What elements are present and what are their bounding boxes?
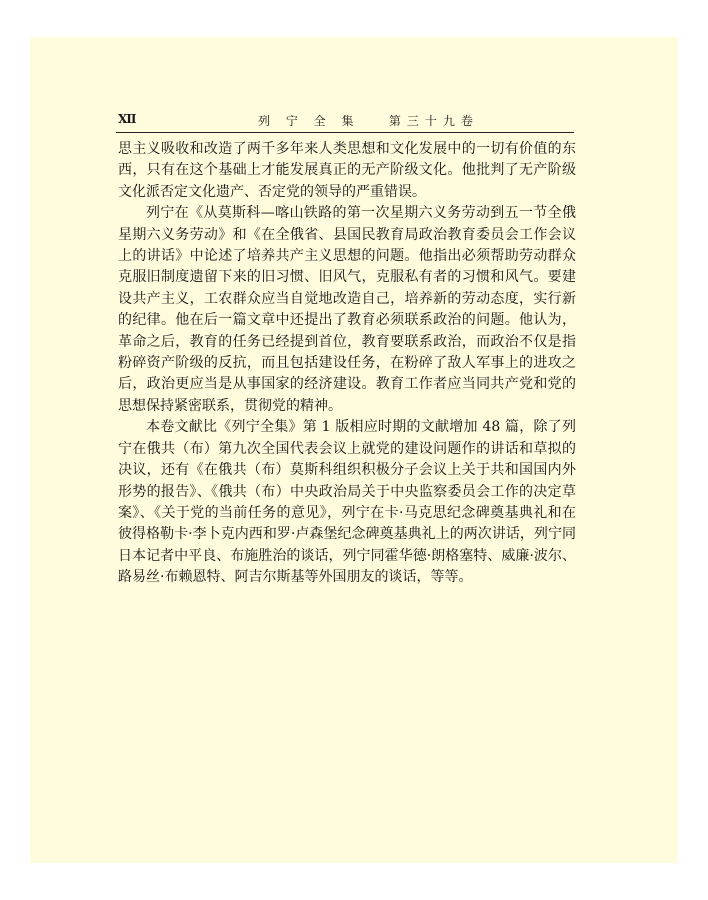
book-title: 列 宁 全 集 第三十九卷 <box>258 114 479 128</box>
header-rule <box>116 132 574 133</box>
body-text <box>118 139 576 589</box>
paragraph: 列宁在《从莫斯科—喀山铁路的第一次星期六义务劳动到五一节全俄星期六义务劳动》和《在全俄省、县国民教育局政治教育委员会工作会议上的讲话》中论述了培养共产主义思想的问题。他指出必须帮助劳动群众克服旧制度遗留下来的旧习惯、旧风气，克服私有者的习惯和风气。要建设共产主义，工农群众应当自觉地改造自己，培养新的劳动态度，实行新的纪律。他在后一篇文章中还提出了教育必须联系政治的问题。他认为，革命之后，教育的任务已经提到首位，教育要联系政治，而政治不仅是指粉碎资产阶级的反抗，而且包括建设任务，在粉碎了敌人军事上的进攻之后，政治更应当是从事国家的经济建设。教育工作者应当同共产党和党的思想保持紧密联系，贯彻党的精神。 <box>118 205 576 414</box>
page-number: XII <box>118 112 136 126</box>
paragraph: 本卷文献比《列宁全集》第 1 版相应时期的文献增加 48 篇，除了列宁在俄共（布）第九次全国代表会议上就党的建设问题作的讲话和草拟的决议，还有《在俄共（布）莫斯科组织积极分子会议上关于共和国国内外形势的报告》、《俄共（布）中央政治局关于中央监察委员会工作的决定草案》、《关于党的当前任务的意见》，列宁在卡·马克思纪念碑奠基典礼和在彼得格勒卡·李卜克内西和罗·卢森堡纪念碑奠基典礼上的两次讲话，列宁同日本记者中平良、布施胜治的谈话，列宁同霍华德·朗格塞特、威廉·波尔、路易丝·布赖恩特、阿吉尔斯基等外国朋友的谈话，等等。 <box>118 419 576 586</box>
paragraph-continuation: 思主义吸收和改造了两千多年来人类思想和文化发展中的一切有价值的东西，只有在这个基础上才能发展真正的无产阶级文化。他批判了无产阶级文化派否定文化遗产、否定党的领导的严重错误。 <box>118 141 576 200</box>
running-head <box>118 110 578 130</box>
